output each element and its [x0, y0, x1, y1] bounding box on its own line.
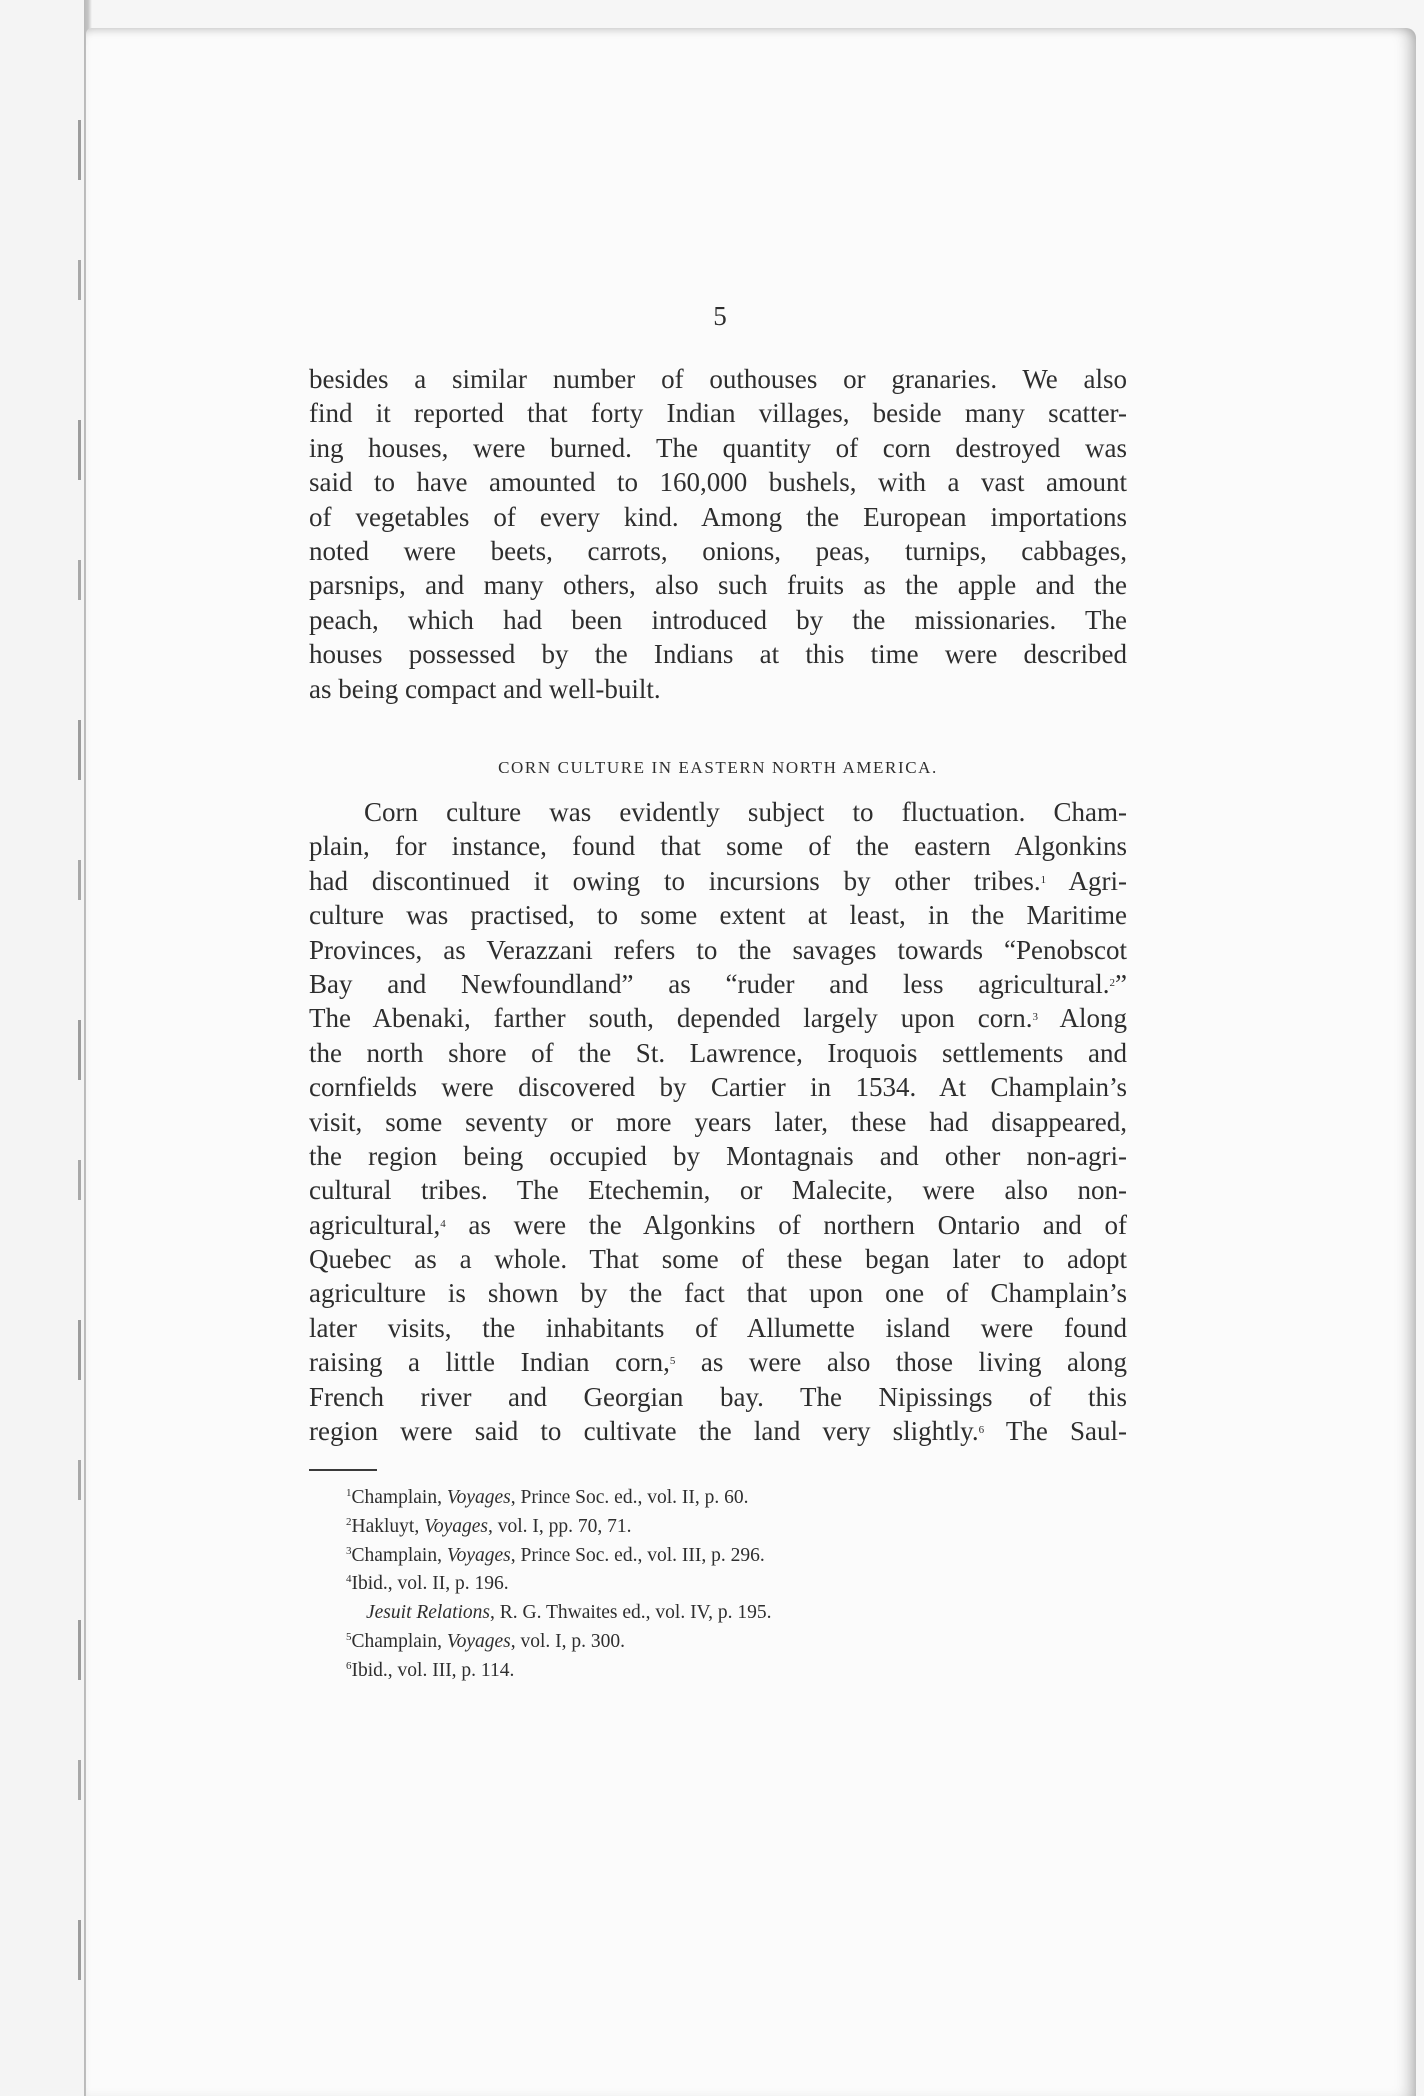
page-number: 5 [713, 301, 727, 331]
text-line [309, 1001, 1127, 1035]
binding-marks [78, 120, 81, 2040]
paragraph-2 [309, 795, 1127, 1448]
footnote-number: 1 [346, 1487, 352, 1499]
footnote-text: Champlain, [351, 1487, 447, 1508]
text-line: Provinces, as Verazzani refers to the savages towards “Penobscot [309, 934, 1127, 965]
footnote-number: 4 [346, 1573, 352, 1586]
text-line: visit, some seventy or more years later, these had disappeared, [309, 1106, 1127, 1137]
footnote [346, 1657, 986, 1686]
footnote-ref: 6 [978, 1424, 985, 1437]
footnote-ref: 4 [440, 1217, 446, 1230]
text-line: ing houses, were burned. The quantity of corn destroyed was [309, 432, 1127, 463]
footnote-text: Champlain, [351, 1630, 447, 1652]
text-segment: ” [1115, 968, 1127, 999]
text-segment: Along [1059, 1003, 1128, 1034]
footnote [346, 1628, 986, 1657]
text-line: noted were beets, carrots, onions, peas, turnips, cabbages, [309, 535, 1127, 566]
text-line: the north shore of the St. Lawrence, Iroquois settlements and [309, 1037, 1127, 1068]
footnote-text: , vol. I, p. 300. [510, 1630, 626, 1652]
text-segment: Bay and Newfoundland” as “ruder and less agricultural. [309, 968, 1110, 999]
footnote-text: Champlain, [351, 1544, 447, 1566]
footnotes [346, 1484, 986, 1686]
footnote-text: Hakluyt, [351, 1515, 425, 1537]
footnote-number: 2 [346, 1515, 352, 1528]
text-line: later visits, the inhabitants of Allumette island were found [309, 1312, 1127, 1343]
text-line: the region being occupied by Montagnais and other non-agri- [309, 1140, 1127, 1171]
footnote-text: , Prince Soc. ed., vol. III, p. 296. [510, 1544, 765, 1566]
text-segment: as were also those living along [700, 1347, 1127, 1378]
footnote [346, 1484, 986, 1513]
paragraph-1 [309, 362, 1127, 706]
text-segment: as were the Algonkins of northern Ontario and of [468, 1209, 1127, 1240]
text-line: of vegetables of every kind. Among the European importations [309, 501, 1127, 532]
footnote-divider [309, 1469, 377, 1471]
footnote-text: , R. G. Thwaites ed., vol. IV, p. 195. [490, 1602, 772, 1624]
footnote-ref: 1 [1040, 873, 1047, 886]
text-segment: agricultural, [309, 1209, 441, 1240]
footnote-number: 6 [346, 1659, 352, 1672]
text-line: Corn culture was evidently subject to fluctuation. Cham- [364, 797, 1127, 827]
text-line: find it reported that forty Indian villages, beside many scatter- [309, 398, 1127, 429]
footnote-ref: 5 [669, 1355, 676, 1368]
text-segment: The Saul- [1005, 1416, 1127, 1447]
text-line: Quebec as a whole. That some of these began later to adopt [309, 1244, 1127, 1275]
text-segment: had discontinued it owing to incursions by other tribes. [309, 865, 1041, 896]
text-segment: The Abenaki, farther south, depended largely upon corn. [309, 1003, 1033, 1034]
text-line: culture was practised, to some extent at least, in the Maritime [309, 900, 1127, 931]
footnote-title: Jesuit Relations [366, 1602, 491, 1624]
footnote-text: , Prince Soc. ed., vol. II, p. 60. [510, 1487, 749, 1508]
text-line: agriculture is shown by the fact that upon one of Champlain’s [309, 1278, 1127, 1309]
footnote-ref: 3 [1032, 1011, 1038, 1024]
footnote [346, 1542, 986, 1571]
text-line [309, 967, 1127, 1001]
footnote-text: Ibid., vol. III, p. 114. [351, 1659, 515, 1681]
footnote-number: 5 [346, 1630, 352, 1643]
previous-page-edge [0, 0, 84, 2096]
text-line: peach, which had been introduced by the missionaries. The [309, 604, 1127, 635]
text-segment: raising a little Indian corn, [309, 1347, 670, 1378]
text-line [309, 1414, 1127, 1448]
text-segment: Agri- [1068, 865, 1127, 896]
section-heading: CORN CULTURE IN EASTERN NORTH AMERICA. [498, 758, 938, 777]
text-line [309, 1345, 1127, 1379]
text-line: besides a similar number of outhouses or granaries. We also [309, 364, 1127, 394]
footnote-ref: 2 [1109, 976, 1116, 989]
footnote [346, 1513, 986, 1542]
footnote-title: Voyages [446, 1630, 511, 1652]
footnote-title: Voyages [446, 1544, 511, 1566]
footnote-title: Voyages [424, 1515, 488, 1537]
footnote-text: Ibid., vol. II, p. 196. [351, 1573, 509, 1595]
text-segment: region were said to cultivate the land very slightly. [309, 1416, 979, 1447]
text-line: as being compact and well-built. [309, 673, 661, 704]
text-line: French river and Georgian bay. The Nipissings of this [309, 1381, 1127, 1412]
text-line: cultural tribes. The Etechemin, or Malecite, were also non- [309, 1175, 1127, 1206]
text-line: parsnips, and many others, also such fruits as the apple and the [309, 570, 1127, 601]
text-line [309, 1208, 1127, 1242]
footnote-number: 3 [346, 1544, 352, 1557]
footnote-title: Voyages [446, 1487, 511, 1508]
text-line: cornfields were discovered by Cartier in 1534. At Champlain’s [309, 1072, 1127, 1103]
text-line: plain, for instance, found that some of the eastern Algonkins [309, 831, 1127, 862]
text-line: said to have amounted to 160,000 bushels, with a vast amount [309, 467, 1127, 498]
text-line [309, 864, 1127, 898]
footnote-text: , vol. I, pp. 70, 71. [487, 1515, 632, 1537]
footnote [346, 1599, 986, 1628]
text-line: houses possessed by the Indians at this time were described [309, 639, 1127, 670]
footnote [346, 1570, 986, 1599]
